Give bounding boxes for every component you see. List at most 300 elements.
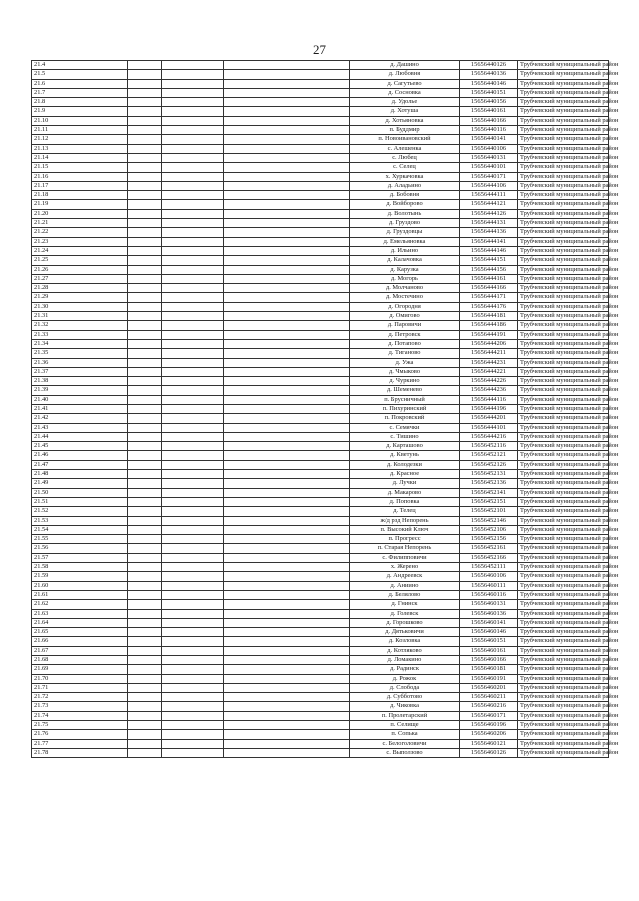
- oktmo-code-cell: 15656452121: [460, 451, 518, 460]
- table-row: [32, 488, 609, 497]
- table-row: [32, 711, 609, 720]
- empty-cell: [162, 516, 224, 525]
- empty-cell: [128, 535, 162, 544]
- table-row: [32, 507, 609, 516]
- district-cell: Трубчевский муниципальный район: [518, 265, 609, 274]
- row-number-cell: 21.5: [32, 70, 128, 79]
- settlement-name-cell: д. Ильино: [350, 246, 460, 255]
- row-number-cell: 21.26: [32, 265, 128, 274]
- table-row: [32, 181, 609, 190]
- settlement-name-cell: д. Ломакино: [350, 656, 460, 665]
- empty-cell: [162, 721, 224, 730]
- empty-cell: [224, 674, 350, 683]
- empty-cell: [162, 191, 224, 200]
- oktmo-code-cell: 15656460196: [460, 721, 518, 730]
- empty-cell: [224, 395, 350, 404]
- empty-cell: [224, 451, 350, 460]
- row-number-cell: 21.37: [32, 367, 128, 376]
- settlement-name-cell: п. Селище: [350, 721, 460, 730]
- empty-cell: [162, 107, 224, 116]
- empty-cell: [162, 79, 224, 88]
- table-row: [32, 748, 609, 757]
- empty-cell: [128, 563, 162, 572]
- row-number-cell: 21.69: [32, 665, 128, 674]
- row-number-cell: 21.74: [32, 711, 128, 720]
- oktmo-code-cell: 15656460116: [460, 590, 518, 599]
- table-row: [32, 191, 609, 200]
- row-number-cell: 21.46: [32, 451, 128, 460]
- empty-cell: [162, 414, 224, 423]
- empty-cell: [224, 163, 350, 172]
- settlement-name-cell: д. Омигово: [350, 312, 460, 321]
- settlement-name-cell: д. Телец: [350, 507, 460, 516]
- row-number-cell: 21.48: [32, 470, 128, 479]
- row-number-cell: 21.63: [32, 609, 128, 618]
- table-row: [32, 209, 609, 218]
- settlement-name-cell: д. Чуркино: [350, 377, 460, 386]
- oktmo-code-cell: 15656440101: [460, 163, 518, 172]
- empty-cell: [224, 432, 350, 441]
- empty-cell: [224, 321, 350, 330]
- settlement-name-cell: п. Покровский: [350, 414, 460, 423]
- oktmo-code-cell: 15656444186: [460, 321, 518, 330]
- empty-cell: [128, 246, 162, 255]
- oktmo-code-cell: 15656460206: [460, 730, 518, 739]
- oktmo-code-cell: 15656440126: [460, 61, 518, 70]
- district-cell: Трубчевский муниципальный район: [518, 98, 609, 107]
- oktmo-code-cell: 15656440106: [460, 144, 518, 153]
- row-number-cell: 21.23: [32, 237, 128, 246]
- district-cell: Трубчевский муниципальный район: [518, 404, 609, 413]
- district-cell: Трубчевский муниципальный район: [518, 79, 609, 88]
- empty-cell: [128, 265, 162, 274]
- oktmo-code-cell: 15656452151: [460, 497, 518, 506]
- settlement-name-cell: д. Горошково: [350, 618, 460, 627]
- empty-cell: [162, 293, 224, 302]
- table-row: [32, 107, 609, 116]
- settlement-name-cell: д. Красное: [350, 470, 460, 479]
- oktmo-code-cell: 15656440141: [460, 135, 518, 144]
- table-row: [32, 377, 609, 386]
- row-number-cell: 21.72: [32, 693, 128, 702]
- empty-cell: [224, 181, 350, 190]
- empty-cell: [128, 404, 162, 413]
- table-row: [32, 600, 609, 609]
- district-cell: Трубчевский муниципальный район: [518, 358, 609, 367]
- empty-cell: [128, 70, 162, 79]
- table-row: [32, 470, 609, 479]
- empty-cell: [128, 646, 162, 655]
- empty-cell: [128, 721, 162, 730]
- empty-cell: [162, 200, 224, 209]
- oktmo-code-cell: 15656452136: [460, 479, 518, 488]
- district-cell: Трубчевский муниципальный район: [518, 246, 609, 255]
- row-number-cell: 21.49: [32, 479, 128, 488]
- empty-cell: [224, 563, 350, 572]
- oktmo-code-cell: 15656444201: [460, 414, 518, 423]
- table-row: [32, 544, 609, 553]
- row-number-cell: 21.45: [32, 442, 128, 451]
- oktmo-code-cell: 15656444171: [460, 293, 518, 302]
- district-cell: Трубчевский муниципальный район: [518, 200, 609, 209]
- oktmo-code-cell: 15656444111: [460, 191, 518, 200]
- settlement-name-cell: д. Лучки: [350, 479, 460, 488]
- settlement-name-cell: д. Емельяновка: [350, 237, 460, 246]
- row-number-cell: 21.56: [32, 544, 128, 553]
- row-number-cell: 21.31: [32, 312, 128, 321]
- district-cell: Трубчевский муниципальный район: [518, 423, 609, 432]
- registry-body: [32, 61, 619, 758]
- table-row: [32, 246, 609, 255]
- row-number-cell: 21.13: [32, 144, 128, 153]
- oktmo-code-cell: 15656440146: [460, 79, 518, 88]
- district-cell: Трубчевский муниципальный район: [518, 702, 609, 711]
- empty-cell: [162, 470, 224, 479]
- district-cell: Трубчевский муниципальный район: [518, 163, 609, 172]
- row-number-cell: 21.25: [32, 256, 128, 265]
- empty-cell: [162, 144, 224, 153]
- row-number-cell: 21.6: [32, 79, 128, 88]
- empty-cell: [224, 116, 350, 125]
- empty-cell: [224, 153, 350, 162]
- row-number-cell: 21.36: [32, 358, 128, 367]
- row-number-cell: 21.14: [32, 153, 128, 162]
- empty-cell: [128, 79, 162, 88]
- district-cell: Трубчевский муниципальный район: [518, 135, 609, 144]
- table-row: [32, 274, 609, 283]
- empty-cell: [162, 181, 224, 190]
- oktmo-code-cell: 15656444211: [460, 349, 518, 358]
- empty-cell: [224, 507, 350, 516]
- empty-cell: [162, 442, 224, 451]
- table-row: [32, 312, 609, 321]
- district-cell: Трубчевский муниципальный район: [518, 544, 609, 553]
- district-cell: Трубчевский муниципальный район: [518, 646, 609, 655]
- empty-cell: [224, 423, 350, 432]
- row-number-cell: 21.61: [32, 590, 128, 599]
- empty-cell: [162, 479, 224, 488]
- table-row: [32, 116, 609, 125]
- table-row: [32, 153, 609, 162]
- empty-cell: [162, 116, 224, 125]
- district-cell: Трубчевский муниципальный район: [518, 209, 609, 218]
- empty-cell: [128, 330, 162, 339]
- oktmo-code-cell: 15656444206: [460, 339, 518, 348]
- empty-cell: [128, 637, 162, 646]
- oktmo-code-cell: 15656444236: [460, 386, 518, 395]
- oktmo-code-cell: 15656444116: [460, 395, 518, 404]
- oktmo-code-cell: 15656440161: [460, 107, 518, 116]
- settlement-name-cell: д. Войборово: [350, 200, 460, 209]
- row-number-cell: 21.75: [32, 721, 128, 730]
- district-cell: Трубчевский муниципальный район: [518, 628, 609, 637]
- empty-cell: [162, 646, 224, 655]
- row-number-cell: 21.65: [32, 628, 128, 637]
- oktmo-code-cell: 15656460106: [460, 572, 518, 581]
- district-cell: Трубчевский муниципальный район: [518, 581, 609, 590]
- district-cell: Трубчевский муниципальный район: [518, 284, 609, 293]
- empty-cell: [128, 618, 162, 627]
- settlement-name-cell: д. Калачовка: [350, 256, 460, 265]
- district-cell: Трубчевский муниципальный район: [518, 88, 609, 97]
- settlement-name-cell: д. Рожок: [350, 674, 460, 683]
- empty-cell: [162, 153, 224, 162]
- empty-cell: [224, 367, 350, 376]
- empty-cell: [224, 581, 350, 590]
- empty-cell: [224, 609, 350, 618]
- row-number-cell: 21.20: [32, 209, 128, 218]
- table-row: [32, 628, 609, 637]
- empty-cell: [162, 274, 224, 283]
- oktmo-code-cell: 15656452131: [460, 470, 518, 479]
- oktmo-code-cell: 15656452166: [460, 553, 518, 562]
- empty-cell: [128, 628, 162, 637]
- row-number-cell: 21.9: [32, 107, 128, 116]
- table-row: [32, 693, 609, 702]
- settlement-name-cell: п. Прогресс: [350, 535, 460, 544]
- oktmo-code-cell: 15656460211: [460, 693, 518, 702]
- empty-cell: [224, 497, 350, 506]
- settlement-name-cell: д. Могорь: [350, 274, 460, 283]
- empty-cell: [162, 600, 224, 609]
- district-cell: Трубчевский муниципальный район: [518, 609, 609, 618]
- empty-cell: [162, 609, 224, 618]
- empty-cell: [224, 544, 350, 553]
- district-cell: Трубчевский муниципальный район: [518, 665, 609, 674]
- district-cell: Трубчевский муниципальный район: [518, 191, 609, 200]
- row-number-cell: 21.15: [32, 163, 128, 172]
- oktmo-code-cell: 15656444121: [460, 200, 518, 209]
- oktmo-code-cell: 15656444231: [460, 358, 518, 367]
- row-number-cell: 21.71: [32, 683, 128, 692]
- district-cell: Трубчевский муниципальный район: [518, 683, 609, 692]
- settlement-name-cell: д. Котляково: [350, 646, 460, 655]
- empty-cell: [224, 739, 350, 748]
- district-cell: Трубчевский муниципальный район: [518, 237, 609, 246]
- district-cell: Трубчевский муниципальный район: [518, 144, 609, 153]
- row-number-cell: 21.42: [32, 414, 128, 423]
- empty-cell: [224, 572, 350, 581]
- table-row: [32, 88, 609, 97]
- empty-cell: [128, 200, 162, 209]
- oktmo-code-cell: 15656444196: [460, 404, 518, 413]
- oktmo-code-cell: 15656452106: [460, 525, 518, 534]
- district-cell: Трубчевский муниципальный район: [518, 470, 609, 479]
- oktmo-code-cell: 15656444101: [460, 423, 518, 432]
- district-cell: Трубчевский муниципальный район: [518, 116, 609, 125]
- empty-cell: [128, 581, 162, 590]
- empty-cell: [224, 460, 350, 469]
- empty-cell: [224, 470, 350, 479]
- settlement-name-cell: д. Чиковка: [350, 702, 460, 711]
- empty-cell: [128, 470, 162, 479]
- oktmo-code-cell: 15656460151: [460, 637, 518, 646]
- oktmo-code-cell: 15656452126: [460, 460, 518, 469]
- empty-cell: [224, 377, 350, 386]
- row-number-cell: 21.78: [32, 748, 128, 757]
- row-number-cell: 21.32: [32, 321, 128, 330]
- district-cell: Трубчевский муниципальный район: [518, 256, 609, 265]
- oktmo-code-cell: 15656452116: [460, 442, 518, 451]
- district-cell: Трубчевский муниципальный район: [518, 432, 609, 441]
- settlement-name-cell: с. Алешенка: [350, 144, 460, 153]
- district-cell: Трубчевский муниципальный район: [518, 321, 609, 330]
- row-number-cell: 21.68: [32, 656, 128, 665]
- oktmo-code-cell: 15656460216: [460, 702, 518, 711]
- empty-cell: [162, 535, 224, 544]
- empty-cell: [162, 553, 224, 562]
- empty-cell: [162, 497, 224, 506]
- empty-cell: [128, 460, 162, 469]
- oktmo-code-cell: 15656460171: [460, 711, 518, 720]
- empty-cell: [224, 209, 350, 218]
- empty-cell: [162, 730, 224, 739]
- settlement-name-cell: п. Пролетарский: [350, 711, 460, 720]
- table-row: [32, 665, 609, 674]
- empty-cell: [162, 321, 224, 330]
- empty-cell: [162, 693, 224, 702]
- settlement-name-cell: д. Слобода: [350, 683, 460, 692]
- oktmo-code-cell: 15656460136: [460, 609, 518, 618]
- settlement-name-cell: д. Бобовня: [350, 191, 460, 200]
- oktmo-code-cell: 15656444106: [460, 181, 518, 190]
- oktmo-code-cell: 15656444176: [460, 302, 518, 311]
- empty-cell: [224, 246, 350, 255]
- empty-cell: [224, 107, 350, 116]
- table-row: [32, 172, 609, 181]
- empty-cell: [162, 88, 224, 97]
- oktmo-code-cell: 15656460146: [460, 628, 518, 637]
- row-number-cell: 21.30: [32, 302, 128, 311]
- oktmo-code-cell: 15656452161: [460, 544, 518, 553]
- empty-cell: [162, 525, 224, 534]
- empty-cell: [128, 748, 162, 757]
- oktmo-code-cell: 15656444166: [460, 284, 518, 293]
- table-row: [32, 516, 609, 525]
- table-row: [32, 423, 609, 432]
- district-cell: Трубчевский муниципальный район: [518, 618, 609, 627]
- empty-cell: [162, 237, 224, 246]
- table-row: [32, 590, 609, 599]
- oktmo-code-cell: 15656444146: [460, 246, 518, 255]
- empty-cell: [128, 395, 162, 404]
- empty-cell: [224, 126, 350, 135]
- district-cell: Трубчевский муниципальный район: [518, 126, 609, 135]
- row-number-cell: 21.17: [32, 181, 128, 190]
- empty-cell: [128, 209, 162, 218]
- row-number-cell: 21.70: [32, 674, 128, 683]
- oktmo-code-cell: 15656444156: [460, 265, 518, 274]
- empty-cell: [162, 349, 224, 358]
- settlement-name-cell: д. Паровичи: [350, 321, 460, 330]
- settlement-name-cell: д. Мостечино: [350, 293, 460, 302]
- row-number-cell: 21.73: [32, 702, 128, 711]
- empty-cell: [224, 488, 350, 497]
- empty-cell: [162, 265, 224, 274]
- row-number-cell: 21.22: [32, 228, 128, 237]
- district-cell: Трубчевский муниципальный район: [518, 312, 609, 321]
- table-row: [32, 739, 609, 748]
- table-row: [32, 367, 609, 376]
- district-cell: Трубчевский муниципальный район: [518, 181, 609, 190]
- oktmo-code-cell: 15656440116: [460, 126, 518, 135]
- settlement-name-cell: д. Молчаново: [350, 284, 460, 293]
- empty-cell: [224, 702, 350, 711]
- district-cell: Трубчевский муниципальный район: [518, 377, 609, 386]
- empty-cell: [128, 423, 162, 432]
- row-number-cell: 21.67: [32, 646, 128, 655]
- empty-cell: [162, 739, 224, 748]
- district-cell: Трубчевский муниципальный район: [518, 488, 609, 497]
- district-cell: Трубчевский муниципальный район: [518, 293, 609, 302]
- district-cell: Трубчевский муниципальный район: [518, 748, 609, 757]
- settlement-name-cell: д. Козловка: [350, 637, 460, 646]
- table-row: [32, 572, 609, 581]
- empty-cell: [224, 256, 350, 265]
- empty-cell: [128, 367, 162, 376]
- empty-cell: [128, 590, 162, 599]
- district-cell: Трубчевский муниципальный район: [518, 442, 609, 451]
- empty-cell: [224, 683, 350, 692]
- empty-cell: [224, 228, 350, 237]
- oktmo-code-cell: 15656440171: [460, 172, 518, 181]
- empty-cell: [224, 191, 350, 200]
- table-row: [32, 284, 609, 293]
- empty-cell: [224, 553, 350, 562]
- table-row: [32, 163, 609, 172]
- table-row: [32, 79, 609, 88]
- oktmo-code-cell: 15656452146: [460, 516, 518, 525]
- settlement-name-cell: д. Радинск: [350, 665, 460, 674]
- empty-cell: [128, 414, 162, 423]
- empty-cell: [128, 116, 162, 125]
- table-row: [32, 460, 609, 469]
- empty-cell: [128, 479, 162, 488]
- district-cell: Трубчевский муниципальный район: [518, 674, 609, 683]
- table-row: [32, 70, 609, 79]
- settlement-name-cell: д. Карташово: [350, 442, 460, 451]
- empty-cell: [162, 339, 224, 348]
- oktmo-code-cell: 15656440166: [460, 116, 518, 125]
- settlement-name-cell: д. Чмыково: [350, 367, 460, 376]
- row-number-cell: 21.41: [32, 404, 128, 413]
- empty-cell: [128, 572, 162, 581]
- empty-cell: [162, 628, 224, 637]
- empty-cell: [162, 637, 224, 646]
- row-number-cell: 21.7: [32, 88, 128, 97]
- oktmo-code-cell: 15656460161: [460, 646, 518, 655]
- table-row: [32, 135, 609, 144]
- empty-cell: [162, 126, 224, 135]
- empty-cell: [224, 172, 350, 181]
- empty-cell: [162, 572, 224, 581]
- empty-cell: [224, 61, 350, 70]
- oktmo-code-cell: 15656444151: [460, 256, 518, 265]
- empty-cell: [128, 107, 162, 116]
- empty-cell: [224, 693, 350, 702]
- district-cell: Трубчевский муниципальный район: [518, 656, 609, 665]
- row-number-cell: 21.34: [32, 339, 128, 348]
- empty-cell: [162, 656, 224, 665]
- district-cell: Трубчевский муниципальный район: [518, 590, 609, 599]
- settlement-name-cell: с. Селец: [350, 163, 460, 172]
- row-number-cell: 21.60: [32, 581, 128, 590]
- empty-cell: [224, 349, 350, 358]
- empty-cell: [162, 330, 224, 339]
- empty-cell: [128, 730, 162, 739]
- district-cell: Трубчевский муниципальный район: [518, 414, 609, 423]
- table-row: [32, 404, 609, 413]
